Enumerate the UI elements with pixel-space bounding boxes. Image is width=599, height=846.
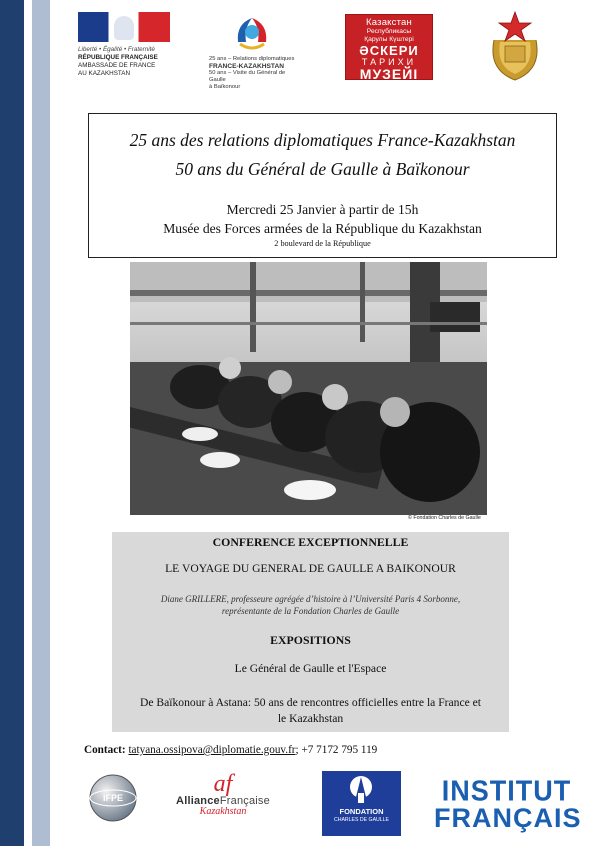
museum-line1: Казакстан (366, 17, 412, 28)
expositions-heading: EXPOSITIONS (270, 633, 351, 647)
contact-phone: ; +7 7172 795 119 (295, 744, 378, 756)
rf-line3: AU KAZAKHSTAN (78, 70, 131, 77)
left-stripe-white (24, 0, 32, 846)
af-city: Kazakhstan (199, 806, 247, 817)
conference-title: LE VOYAGE DU GENERAL DE GAULLE A BAIKONOUR (165, 562, 456, 575)
museum-line5: ТАРИХИ (361, 57, 417, 67)
museum-line6: МУЗЕЙІ (359, 66, 419, 82)
contact-label: Contact: (84, 744, 126, 756)
speaker-line-2: représentante de la Fondation Charles de Gaulle (221, 606, 400, 616)
conference-heading: CONFERENCE EXCEPTIONNELLE (212, 535, 409, 549)
motto: Liberté • Égalité • Fraternité (78, 46, 155, 53)
museum-line3: Қарулы Күштері (364, 36, 414, 43)
institut-francais-logo (434, 775, 582, 833)
fk-line3: 50 ans – Visite du Général de Gaulle (209, 70, 286, 83)
institut-line1: INSTITUT (441, 775, 572, 807)
alliance-francaise-logo (163, 773, 283, 829)
contact-email-link[interactable]: tatyana.ossipova@diplomatie.gouv.fr (128, 744, 296, 756)
event-title-box (88, 113, 557, 258)
expo-2-line-2: le Kazakhstan (277, 712, 344, 725)
historic-photo (130, 262, 487, 515)
expo-1: Le Général de Gaulle et l'Espace (234, 662, 387, 675)
program-box (112, 532, 509, 732)
museum-line2: Республикасы (366, 28, 412, 35)
fk-text (209, 56, 297, 91)
star-emblem-icon (486, 10, 544, 82)
ambassade-text (78, 46, 176, 78)
contact-line (84, 744, 377, 756)
fk-line2: FRANCE-KAZAKHSTAN (209, 63, 284, 70)
france-kazakhstan-logo (207, 12, 297, 91)
expo-2-line-1: De Baïkonour à Astana: 50 ans de rencontres officielles entre la France et (139, 696, 482, 709)
speaker-line-1: Diane GRILLERE, professeure agrégée d’histoire à l’Université Paris 4 Sorbonne, (160, 594, 461, 604)
institut-line2: FRANÇAIS (434, 803, 582, 833)
af-name-2: Française (219, 795, 270, 807)
event-venue: Musée des Forces armées de la République du Kazakhstan (163, 221, 482, 236)
af-name-1: Alliance (176, 795, 220, 807)
ifpe-text: IFPE (102, 793, 124, 803)
event-title-2: 50 ans du Général de Gaulle à Baïkonour (175, 159, 470, 179)
marianne-icon (114, 16, 134, 40)
fcg-line2: CHARLES DE GAULLE (333, 817, 390, 823)
event-date: Mercredi 25 Janvier à partir de 15h (226, 202, 419, 217)
fk-line4: à Baïkonour (209, 84, 241, 90)
fcg-line1: FONDATION (339, 807, 384, 816)
af-mark: af (213, 771, 233, 797)
speaker-info (112, 593, 509, 617)
fondation-charles-de-gaulle-logo (322, 771, 401, 836)
event-title-1: 25 ans des relations diplomatiques France-Kazakhstan (129, 130, 516, 150)
ifpe-logo (88, 773, 138, 823)
rf-line2: AMBASSADE DE FRANCE (78, 62, 156, 69)
expo-2 (112, 695, 509, 727)
emblem-icon (230, 12, 274, 56)
photo-credit: © Fondation Charles de Gaulle (408, 515, 481, 521)
left-stripe-light (32, 0, 50, 846)
left-stripe-dark (0, 0, 24, 846)
museum-line4: ӘСКЕРИ (359, 43, 419, 58)
fk-line1: 25 ans – Relations diplomatiques (209, 56, 295, 62)
rf-line1: RÉPUBLIQUE FRANÇAISE (78, 54, 158, 61)
event-address: 2 boulevard de la République (274, 239, 371, 248)
military-museum-logo (345, 14, 433, 80)
